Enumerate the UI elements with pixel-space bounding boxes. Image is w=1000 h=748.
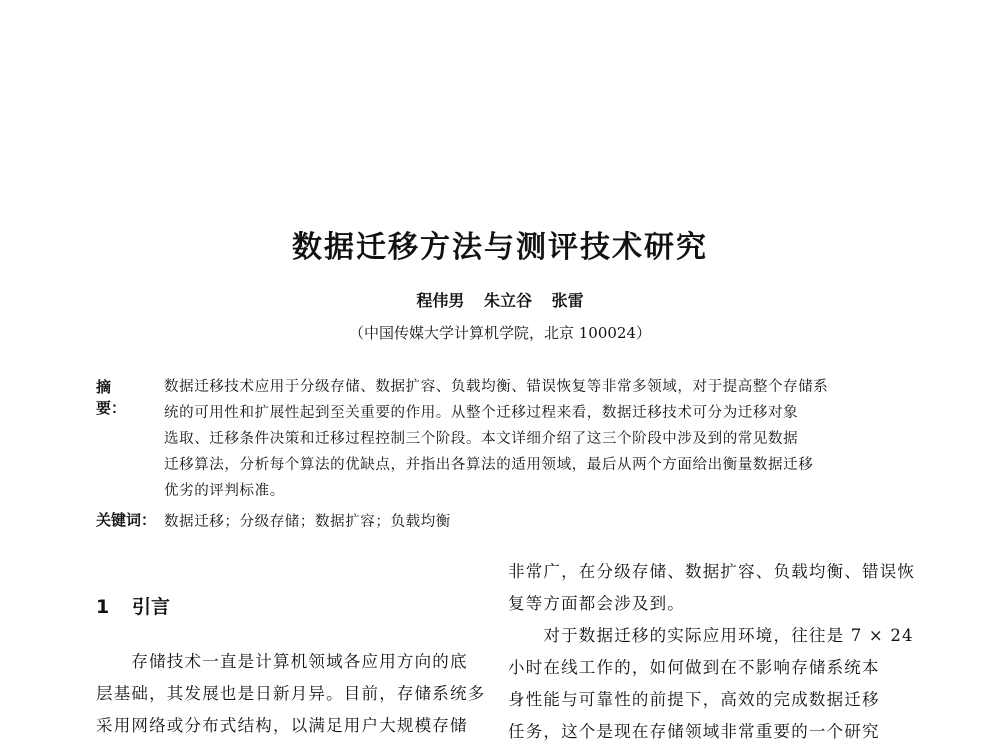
abstract-line: 迁移算法，分析每个算法的优缺点，并指出各算法的适用领域，最后从两个方面给出衡量数据迁移 xyxy=(164,457,814,473)
abstract-body xyxy=(164,374,904,504)
body-line: 小时在线工作的，如何做到在不影响存储系统本 xyxy=(508,658,880,677)
section-number: 1 xyxy=(96,596,110,618)
body-line: 存储技术一直是计算机领域各应用方向的底 xyxy=(96,652,468,671)
section-heading xyxy=(96,592,170,619)
body-line: 采用网络或分布式结构，以满足用户大规模存储 xyxy=(96,716,468,735)
paper-affiliation: （中国传媒大学计算机学院，北京 100024） xyxy=(348,324,652,342)
section-title: 引言 xyxy=(132,596,171,618)
body-line: 复等方面都会涉及到。 xyxy=(508,594,685,613)
body-line: 任务，这个是现在存储领域非常重要的一个研究 xyxy=(508,722,880,741)
left-column xyxy=(96,646,496,742)
abstract-line: 统的可用性和扩展性起到至关重要的作用。从整个迁移过程来看，数据迁移技术可分为迁移对象 xyxy=(164,405,799,421)
body-line: 对于数据迁移的实际应用环境，往往是 7 × 24 xyxy=(508,626,914,645)
body-line: 身性能与可靠性的前提下，高效的完成数据迁移 xyxy=(508,690,880,709)
keywords-label: 关键词： xyxy=(96,511,157,529)
abstract-line: 优劣的评判标准。 xyxy=(164,483,285,499)
abstract-label-part1: 摘 xyxy=(96,378,112,396)
paper-title: 数据迁移方法与测评技术研究 xyxy=(292,230,708,265)
abstract-label xyxy=(96,376,156,418)
body-line: 非常广，在分级存储、数据扩容、负载均衡、错误恢 xyxy=(508,562,916,581)
keywords-text: 数据迁移；分级存储；数据扩容；负载均衡 xyxy=(164,514,451,530)
abstract-line: 选取、迁移条件决策和迁移过程控制三个阶段。本文详细介绍了这三个阶段中涉及到的常见数据 xyxy=(164,431,799,447)
abstract-label-part2: 要： xyxy=(96,399,127,417)
paper-authors: 程伟男 朱立谷 张雷 xyxy=(416,291,584,310)
body-line: 层基础，其发展也是日新月异。目前，存储系统多 xyxy=(96,684,486,703)
right-column xyxy=(508,556,916,748)
abstract-line: 数据迁移技术应用于分级存储、数据扩容、负载均衡、错误恢复等非常多领域，对于提高整个存储系 xyxy=(164,379,829,395)
